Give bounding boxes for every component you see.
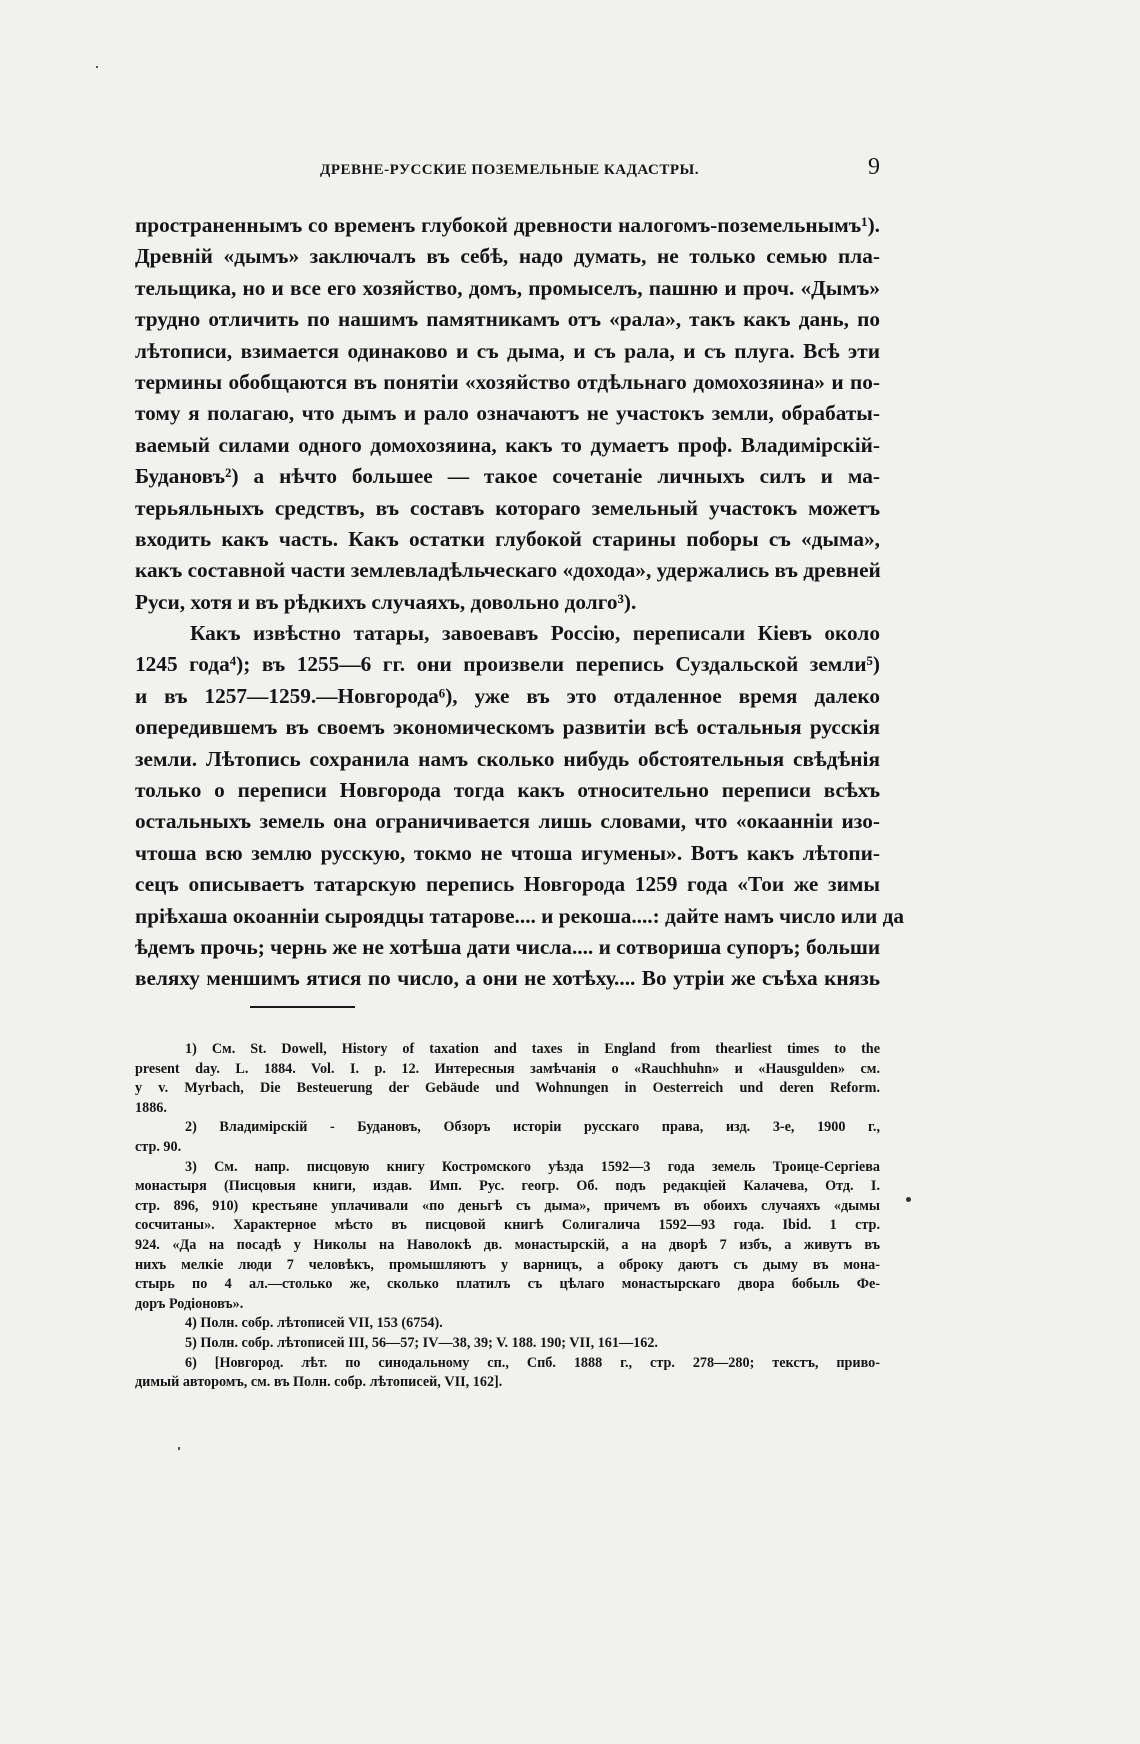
text-line: ѣдемъ прочь; чернь же не хотѣша дати числа.... и сотвориша супоръ; больши — [135, 934, 881, 959]
footnote-line: 4) Полн. собр. лѣтописей VII, 153 (6754). — [185, 1315, 443, 1332]
page-number: 9 — [868, 154, 880, 180]
footnote-line: димый авторомъ, см. въ Полн. собр. лѣтописей, VII, 162]. — [135, 1374, 503, 1391]
text-line: Какъ извѣстно татары, завоевавъ Россію, переписали Кіевъ около — [190, 621, 880, 646]
footnote-line: нихъ мелкіе люди 7 человѣкъ, промышляютъ у варницъ, а оброку даютъ съ дыму въ мона- — [135, 1256, 880, 1273]
text-line: входить какъ часть. Какъ остатки глубокой старины поборы съ «дыма», — [135, 526, 880, 551]
footnote-line: 1886. — [135, 1099, 167, 1116]
footnote-line: 924. «Да на посадѣ у Николы на Наволокѣ дв. монастырскій, а на дворѣ 7 избъ, а живутъ въ — [135, 1236, 880, 1253]
text-line: Будановъ²) а нѣчто большее — такое сочетаніе личныхъ силъ и ма- — [135, 464, 880, 489]
footnote-line: стр. 896, 910) крестьяне уплачивали «по деньгѣ съ дыма», причемъ въ обоихъ случаяхъ «дымы — [135, 1197, 880, 1214]
text-line: трудно отличить по нашимъ памятникамъ отъ «рала», такъ какъ дань, по — [135, 307, 880, 332]
text-line: терьяльныхъ средствъ, въ составъ котораго земельный участокъ можетъ — [135, 495, 880, 520]
scan-speck — [178, 1447, 180, 1450]
text-line: сецъ описываетъ татарскую перепись Новгорода 1259 года «Тои же зимы — [135, 872, 880, 897]
footnote-line: present day. L. 1884. Vol. I. p. 12. Интересныя замѣчанія о «Rauchhuhn» и «Hausgulden» см. — [135, 1060, 880, 1077]
footnote-line: 3) См. напр. писцовую книгу Костромского уѣзда 1592—3 года земель Троице-Сергіева — [185, 1158, 880, 1175]
text-line: тому я полагаю, что дымъ и рало означаютъ не участокъ земли, обрабаты- — [135, 401, 880, 426]
footnote-line: 2) Владимірскій - Будановъ, Обзоръ исторіи русскаго права, изд. 3-е, 1900 г., — [185, 1119, 880, 1136]
footnote-line: 1) См. St. Dowell, History of taxation and taxes in England from thearliest times to the — [185, 1041, 880, 1057]
text-line: пространеннымъ со временъ глубокой древности налогомъ-поземельнымъ¹). — [135, 213, 880, 237]
text-line: термины обобщаются въ понятіи «хозяйство отдѣльнаго домохозяина» и по- — [135, 369, 880, 394]
page-header — [135, 154, 880, 188]
main-text — [135, 210, 905, 995]
text-line: чтоша всю землю русскую, токмо не чтоша игумены». Вотъ какъ лѣтопи- — [135, 840, 880, 865]
text-line: и въ 1257—1259.—Новгорода⁶), уже въ это отдаленное время далеко — [135, 683, 880, 708]
text-line: 1245 года⁴); въ 1255—6 гг. они произвели перепись Суздальской земли⁵) — [135, 652, 880, 677]
footnotes — [135, 1040, 880, 1393]
text-line: тельщика, но и все его хозяйство, домъ, промыселъ, пашню и проч. «Дымъ» — [135, 275, 880, 300]
footnote-line: стр. 90. — [135, 1138, 182, 1155]
text-line: Древній «дымъ» заключалъ въ себѣ, надо думать, не только семью пла- — [135, 244, 880, 269]
text-line: ваемый силами одного домохозяина, какъ то думаетъ проф. Владимірскій- — [135, 432, 880, 457]
footnote-line: стырь по 4 ал.—столько же, сколько платилъ съ цѣлаго монастырскаго двора бобыль Фе- — [135, 1276, 880, 1293]
running-title: ДРЕВНЕ-РУССКИЕ ПОЗЕМЕЛЬНЫЕ КАДАСТРЫ. — [320, 162, 699, 178]
text-line: опередившемъ въ своемъ экономическомъ развитіи всѣ остальныя русскія — [135, 715, 880, 740]
footnote-line: y v. Myrbach, Die Besteuerung der Gebäude und Wohnungen in Oesterreich und deren Reform. — [135, 1080, 880, 1097]
text-line: пріѣхаша окоанніи сыроядцы татарове.... и рекоша....: дайте намъ число или да — [135, 903, 905, 928]
text-line: остальныхъ земель она ограничивается лишь словами, что «окаанніи изо- — [135, 809, 880, 834]
text-line: какъ составной части землевладѣльческаго «дохода», удержались въ древней — [135, 558, 881, 583]
footnote-divider — [250, 1006, 355, 1008]
footnote-line: 5) Полн. собр. лѣтописей III, 56—57; IV—38, 39; V. 188. 190; VII, 161—162. — [185, 1334, 658, 1351]
text-line: лѣтописи, взимается одинаково и съ дыма, и съ рала, и съ плуга. Всѣ эти — [135, 338, 880, 363]
scan-speck — [96, 66, 98, 68]
text-line: земли. Лѣтопись сохранила намъ сколько нибудь обстоятельныя свѣдѣнія — [135, 746, 880, 771]
footnote-line: сосчитаны». Характерное мѣсто въ писцовой книгѣ Солигалича 1592—93 года. Ibid. 1 стр. — [135, 1217, 880, 1234]
footnote-line: монастыря (Писцовыя книги, издав. Имп. Рус. геогр. Об. подъ редакціей Калачева, Отд. I. — [135, 1178, 880, 1195]
margin-dot — [906, 1197, 911, 1202]
text-line: веляху меншимъ ятися по число, а они не хотѣху.... Во утріи же съѣха князь — [135, 966, 880, 991]
text-line: Руси, хотя и въ рѣдкихъ случаяхъ, довольно долго³). — [135, 589, 637, 614]
footnote-line: 6) [Новгород. лѣт. по синодальному сп., Спб. 1888 г., стр. 278—280; текстъ, приво- — [185, 1354, 880, 1371]
footnote-line: доръ Родіоновъ». — [135, 1295, 244, 1312]
text-line: только о переписи Новгорода тогда какъ относительно переписи всѣхъ — [135, 778, 880, 803]
